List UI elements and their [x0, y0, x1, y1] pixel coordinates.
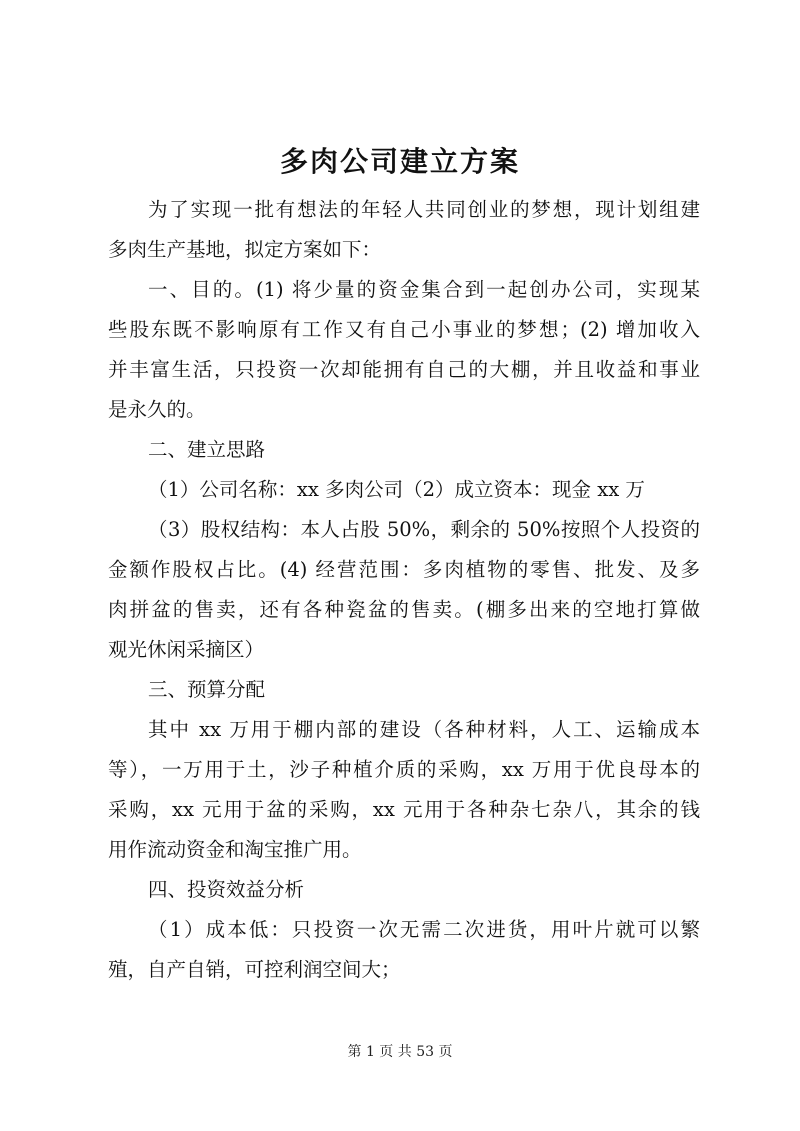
- section-heading-benefit: 四、投资效益分析: [148, 878, 305, 901]
- document-title: 多肉公司建立方案: [279, 145, 520, 178]
- ideas-line-5: 观光休闲采摘区）: [108, 638, 265, 661]
- budget-line-4: 用作流动资金和淘宝推广用。: [108, 838, 362, 861]
- budget-line-3: 采购，xx 元用于盆的采购，xx 元用于各种杂七杂八，其余的钱: [108, 798, 700, 821]
- section-heading-budget: 三、预算分配: [148, 678, 266, 701]
- paragraph-intro-line-2: 多肉生产基地，拟定方案如下：: [108, 238, 382, 261]
- ideas-line-4: 肉拼盆的售卖，还有各种瓷盆的售卖。(棚多出来的空地打算做: [108, 598, 700, 621]
- section-purpose-line-3: 并丰富生活，只投资一次却能拥有自己的大棚，并且收益和事业: [108, 358, 700, 381]
- section-heading-ideas: 二、建立思路: [148, 438, 266, 461]
- budget-line-1: 其中 xx 万用于棚内部的建设（各种材料，人工、运输成本: [148, 718, 700, 741]
- section-purpose-line-1: 一、目的。(1) 将少量的资金集合到一起创办公司，实现某: [148, 278, 700, 301]
- benefit-line-2: 殖，自产自销，可控利润空间大；: [108, 958, 401, 981]
- paragraph-intro-line-1: 为了实现一批有想法的年轻人共同创业的梦想，现计划组建: [148, 198, 700, 221]
- section-purpose-line-2: 些股东既不影响原有工作又有自己小事业的梦想；(2) 增加收入: [108, 318, 700, 341]
- page-footer: 第 1 页 共 53 页: [347, 1044, 453, 1060]
- ideas-line-2: （3）股权结构：本人占股 50%，剩余的 50%按照个人投资的: [148, 518, 700, 541]
- ideas-line-3: 金额作股权占比。(4) 经营范围：多肉植物的零售、批发、及多: [108, 558, 700, 581]
- budget-line-2: 等），一万用于土，沙子种植介质的采购，xx 万用于优良母本的: [108, 758, 700, 781]
- benefit-line-1: （1）成本低：只投资一次无需二次进货，用叶片就可以繁: [148, 918, 700, 941]
- ideas-line-1: （1）公司名称：xx 多肉公司（2）成立资本：现金 xx 万: [148, 478, 645, 501]
- section-purpose-line-4: 是永久的。: [108, 398, 206, 421]
